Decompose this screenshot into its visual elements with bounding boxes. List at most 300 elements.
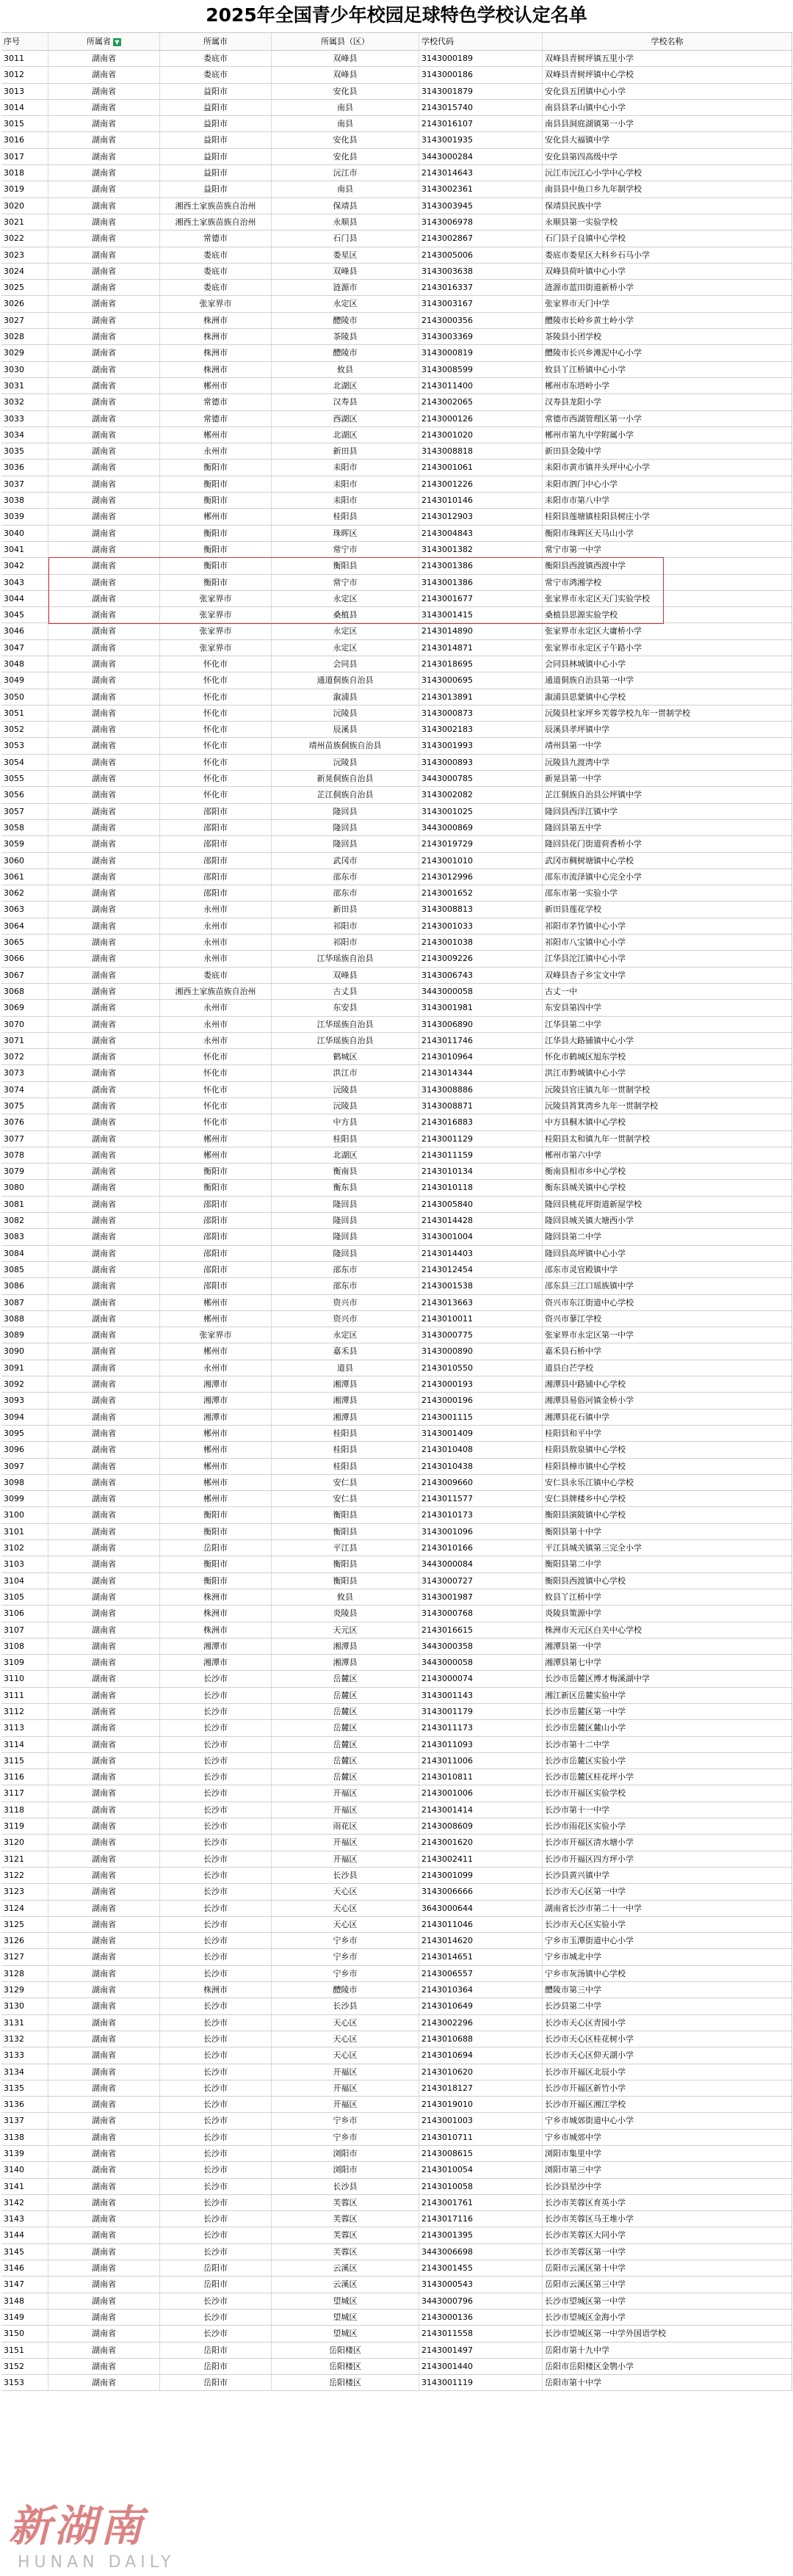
cell-province[interactable]: 湖南省 — [48, 2146, 160, 2161]
cell-school-code[interactable]: 2143011046 — [419, 1917, 543, 1932]
cell-province[interactable]: 湖南省 — [48, 1949, 160, 1964]
cell-school-code[interactable]: 2143011159 — [419, 1147, 543, 1163]
cell-school-name[interactable]: 隆回县第二中学 — [543, 1229, 792, 1244]
cell-district[interactable]: 沅江市 — [272, 165, 419, 181]
cell-index[interactable]: 3054 — [1, 755, 48, 770]
cell-district[interactable]: 宁乡市 — [272, 2113, 419, 2128]
cell-index[interactable]: 3021 — [1, 214, 48, 230]
cell-district[interactable]: 天心区 — [272, 2031, 419, 2047]
cell-district[interactable]: 永定区 — [272, 640, 419, 656]
cell-district[interactable]: 衡阳县 — [272, 558, 419, 573]
cell-district[interactable]: 隆回县 — [272, 820, 419, 835]
cell-district[interactable]: 保靖县 — [272, 198, 419, 214]
cell-index[interactable]: 3139 — [1, 2146, 48, 2161]
cell-index[interactable]: 3097 — [1, 1459, 48, 1474]
cell-district[interactable]: 洪江市 — [272, 1065, 419, 1081]
cell-school-code[interactable]: 2143018127 — [419, 2080, 543, 2096]
cell-index[interactable]: 3034 — [1, 427, 48, 443]
cell-city[interactable]: 衡阳市 — [160, 575, 272, 590]
cell-district[interactable]: 桂阳县 — [272, 1426, 419, 1441]
cell-province[interactable]: 湖南省 — [48, 656, 160, 672]
cell-city[interactable]: 衡阳市 — [160, 460, 272, 475]
table-row[interactable] — [1, 2375, 792, 2391]
cell-district[interactable]: 祁阳市 — [272, 935, 419, 950]
cell-city[interactable]: 长沙市 — [160, 1901, 272, 1916]
cell-city[interactable]: 衡阳市 — [160, 1180, 272, 1195]
table-row[interactable] — [1, 2310, 792, 2326]
cell-school-code[interactable]: 2143017116 — [419, 2211, 543, 2227]
cell-city[interactable]: 郴州市 — [160, 1442, 272, 1457]
cell-city[interactable]: 邵阳市 — [160, 836, 272, 852]
cell-city[interactable]: 衡阳市 — [160, 542, 272, 557]
cell-school-name[interactable]: 郴州市第九中学附属小学 — [543, 427, 792, 443]
cell-city[interactable]: 张家界市 — [160, 591, 272, 606]
cell-city[interactable]: 长沙市 — [160, 2244, 272, 2260]
cell-school-name[interactable]: 桂阳县敖泉镇中心学校 — [543, 1442, 792, 1457]
cell-district[interactable]: 石门县 — [272, 231, 419, 246]
cell-city[interactable]: 湘西土家族苗族自治州 — [160, 214, 272, 230]
cell-index[interactable]: 3027 — [1, 313, 48, 328]
cell-school-name[interactable]: 平江县城关镇第三完全小学 — [543, 1540, 792, 1556]
cell-school-code[interactable]: 2143013663 — [419, 1295, 543, 1310]
cell-province[interactable]: 湖南省 — [48, 1884, 160, 1899]
cell-index[interactable]: 3103 — [1, 1556, 48, 1572]
cell-school-name[interactable]: 湘潭县花石镇中学 — [543, 1409, 792, 1425]
cell-province[interactable]: 湖南省 — [48, 2097, 160, 2112]
cell-city[interactable]: 长沙市 — [160, 2113, 272, 2128]
cell-city[interactable]: 岳阳市 — [160, 2260, 272, 2276]
cell-district[interactable]: 耒阳市 — [272, 476, 419, 492]
cell-school-code[interactable]: 3143001096 — [419, 1524, 543, 1539]
cell-school-name[interactable]: 长沙市天心区桂花树小学 — [543, 2031, 792, 2047]
table-row[interactable] — [1, 2097, 792, 2113]
table-row[interactable] — [1, 1049, 792, 1065]
table-row[interactable] — [1, 1082, 792, 1098]
cell-city[interactable]: 怀化市 — [160, 1082, 272, 1097]
cell-city[interactable]: 长沙市 — [160, 2031, 272, 2047]
cell-index[interactable]: 3092 — [1, 1376, 48, 1392]
cell-school-name[interactable]: 长沙市开福区新竹小学 — [543, 2080, 792, 2096]
cell-district[interactable]: 芷江侗族自治县 — [272, 787, 419, 802]
cell-school-name[interactable]: 长沙市望城区第一中学外国语学校 — [543, 2326, 792, 2341]
cell-district[interactable]: 岳阳楼区 — [272, 2343, 419, 2358]
cell-school-code[interactable]: 3143002082 — [419, 787, 543, 802]
table-row[interactable] — [1, 280, 792, 296]
cell-district[interactable]: 开福区 — [272, 1785, 419, 1801]
cell-city[interactable]: 湘潭市 — [160, 1393, 272, 1408]
cell-school-code[interactable]: 2143019729 — [419, 836, 543, 852]
cell-school-code[interactable]: 2143011006 — [419, 1753, 543, 1768]
cell-province[interactable]: 湖南省 — [48, 1901, 160, 1916]
cell-school-name[interactable]: 郴州市东塔岭小学 — [543, 378, 792, 393]
cell-city[interactable]: 怀化市 — [160, 722, 272, 737]
cell-index[interactable]: 3037 — [1, 476, 48, 492]
cell-school-code[interactable]: 3443000058 — [419, 984, 543, 999]
table-row[interactable] — [1, 623, 792, 639]
cell-district[interactable]: 沅陵县 — [272, 755, 419, 770]
cell-index[interactable]: 3070 — [1, 1017, 48, 1032]
cell-school-code[interactable]: 2143002411 — [419, 1851, 543, 1867]
cell-index[interactable]: 3048 — [1, 656, 48, 672]
cell-district[interactable]: 邵东市 — [272, 1262, 419, 1277]
cell-city[interactable]: 益阳市 — [160, 181, 272, 197]
table-row[interactable] — [1, 2195, 792, 2211]
cell-city[interactable]: 益阳市 — [160, 149, 272, 164]
cell-district[interactable]: 宁乡市 — [272, 1949, 419, 1964]
table-row[interactable] — [1, 1033, 792, 1049]
cell-index[interactable]: 3099 — [1, 1491, 48, 1506]
table-row[interactable] — [1, 1213, 792, 1229]
cell-province[interactable]: 湖南省 — [48, 1147, 160, 1163]
cell-province[interactable]: 湖南省 — [48, 2064, 160, 2080]
table-row[interactable] — [1, 231, 792, 247]
cell-province[interactable]: 湖南省 — [48, 869, 160, 885]
cell-province[interactable]: 湖南省 — [48, 51, 160, 66]
cell-index[interactable]: 3071 — [1, 1033, 48, 1048]
cell-district[interactable]: 桂阳县 — [272, 1131, 419, 1147]
cell-index[interactable]: 3094 — [1, 1409, 48, 1425]
cell-city[interactable]: 长沙市 — [160, 1917, 272, 1932]
table-row[interactable] — [1, 689, 792, 705]
cell-index[interactable]: 3089 — [1, 1327, 48, 1343]
cell-district[interactable]: 北湖区 — [272, 427, 419, 443]
cell-province[interactable]: 湖南省 — [48, 1098, 160, 1114]
cell-province[interactable]: 湖南省 — [48, 1917, 160, 1932]
cell-index[interactable]: 3138 — [1, 2130, 48, 2145]
cell-city[interactable]: 郴州市 — [160, 1426, 272, 1441]
cell-district[interactable]: 娄星区 — [272, 247, 419, 263]
cell-school-name[interactable]: 长沙县星沙中学 — [543, 2179, 792, 2194]
cell-school-name[interactable]: 长沙市芙蓉区马王堆小学 — [543, 2211, 792, 2227]
cell-province[interactable]: 湖南省 — [48, 1409, 160, 1425]
cell-school-name[interactable]: 湘江新区岳麓实验中学 — [543, 1688, 792, 1703]
cell-district[interactable]: 云溪区 — [272, 2260, 419, 2276]
cell-school-code[interactable]: 3143008599 — [419, 362, 543, 377]
cell-school-code[interactable]: 2143004843 — [419, 526, 543, 541]
cell-school-name[interactable]: 岳阳市云溪区第三中学 — [543, 2276, 792, 2292]
cell-school-code[interactable]: 2143005840 — [419, 1197, 543, 1212]
cell-index[interactable]: 3057 — [1, 804, 48, 819]
cell-province[interactable]: 湖南省 — [48, 493, 160, 508]
cell-index[interactable]: 3102 — [1, 1540, 48, 1556]
table-row[interactable] — [1, 836, 792, 852]
cell-school-name[interactable]: 长沙县第二中学 — [543, 1998, 792, 2014]
cell-school-name[interactable]: 衡阳县西渡镇中心学校 — [543, 1573, 792, 1589]
cell-province[interactable]: 湖南省 — [48, 280, 160, 295]
cell-city[interactable]: 长沙市 — [160, 2015, 272, 2031]
cell-school-name[interactable]: 道县白芒学校 — [543, 1360, 792, 1376]
table-row[interactable] — [1, 1197, 792, 1213]
table-row[interactable] — [1, 1409, 792, 1426]
cell-index[interactable]: 3122 — [1, 1868, 48, 1883]
table-row[interactable] — [1, 296, 792, 312]
cell-district[interactable]: 中方县 — [272, 1114, 419, 1130]
table-row[interactable] — [1, 1802, 792, 1818]
table-row[interactable] — [1, 1327, 792, 1343]
cell-province[interactable]: 湖南省 — [48, 296, 160, 311]
cell-school-name[interactable]: 衡阳县西渡镇西渡中学 — [543, 558, 792, 573]
cell-school-name[interactable]: 长沙市岳麓区麓山小学 — [543, 1720, 792, 1735]
table-row[interactable] — [1, 738, 792, 754]
table-row[interactable] — [1, 2179, 792, 2195]
cell-district[interactable]: 安化县 — [272, 84, 419, 99]
cell-school-code[interactable]: 2143014620 — [419, 1933, 543, 1948]
table-row[interactable] — [1, 2211, 792, 2227]
cell-district[interactable]: 岳麓区 — [272, 1720, 419, 1735]
cell-province[interactable]: 湖南省 — [48, 84, 160, 99]
table-row[interactable] — [1, 1475, 792, 1491]
cell-school-name[interactable]: 隆回县西洋江镇中学 — [543, 804, 792, 819]
cell-school-name[interactable]: 长沙市开福区北辰小学 — [543, 2064, 792, 2080]
cell-index[interactable]: 3038 — [1, 493, 48, 508]
table-row[interactable] — [1, 329, 792, 345]
cell-school-code[interactable]: 2143011093 — [419, 1737, 543, 1752]
cell-province[interactable]: 湖南省 — [48, 476, 160, 492]
table-row[interactable] — [1, 558, 792, 574]
cell-province[interactable]: 湖南省 — [48, 2179, 160, 2194]
cell-school-name[interactable]: 安化县第四高级中学 — [543, 149, 792, 164]
cell-province[interactable]: 湖南省 — [48, 984, 160, 999]
cell-district[interactable]: 茶陵县 — [272, 329, 419, 344]
cell-school-code[interactable]: 2143015740 — [419, 100, 543, 115]
cell-index[interactable]: 3150 — [1, 2326, 48, 2341]
cell-province[interactable]: 湖南省 — [48, 1491, 160, 1506]
cell-index[interactable]: 3074 — [1, 1082, 48, 1097]
cell-district[interactable]: 衡阳县 — [272, 1556, 419, 1572]
cell-school-code[interactable]: 2143001010 — [419, 853, 543, 868]
cell-city[interactable]: 株洲市 — [160, 362, 272, 377]
table-row[interactable] — [1, 672, 792, 689]
cell-index[interactable]: 3135 — [1, 2080, 48, 2096]
table-row[interactable] — [1, 1114, 792, 1131]
cell-city[interactable]: 长沙市 — [160, 2080, 272, 2096]
cell-school-code[interactable]: 3143003369 — [419, 329, 543, 344]
cell-city[interactable]: 娄底市 — [160, 67, 272, 82]
cell-index[interactable]: 3041 — [1, 542, 48, 557]
cell-district[interactable]: 珠晖区 — [272, 526, 419, 541]
cell-school-code[interactable]: 3143001382 — [419, 542, 543, 557]
cell-province[interactable]: 湖南省 — [48, 935, 160, 950]
cell-school-code[interactable]: 3443000084 — [419, 1556, 543, 1572]
cell-school-name[interactable]: 邵东县三江口瑶族镇中学 — [543, 1278, 792, 1294]
cell-index[interactable]: 3101 — [1, 1524, 48, 1539]
cell-school-code[interactable]: 3143001879 — [419, 84, 543, 99]
cell-index[interactable]: 3022 — [1, 231, 48, 246]
cell-school-name[interactable]: 湖南省长沙市第二十一中学 — [543, 1901, 792, 1916]
cell-school-code[interactable]: 2143012903 — [419, 509, 543, 524]
table-row[interactable] — [1, 1606, 792, 1622]
cell-school-code[interactable]: 2143010811 — [419, 1769, 543, 1785]
cell-district[interactable]: 岳麓区 — [272, 1688, 419, 1703]
cell-school-name[interactable]: 靖州县第一中学 — [543, 738, 792, 753]
cell-school-name[interactable]: 岳阳市岳阳楼区金鹗小学 — [543, 2359, 792, 2374]
cell-province[interactable]: 湖南省 — [48, 1065, 160, 1081]
cell-city[interactable]: 郴州市 — [160, 1131, 272, 1147]
cell-school-code[interactable]: 3443000869 — [419, 820, 543, 835]
cell-school-name[interactable]: 双峰县青树坪镇五里小学 — [543, 51, 792, 66]
table-row[interactable] — [1, 2293, 792, 2310]
cell-index[interactable]: 3134 — [1, 2064, 48, 2080]
table-row[interactable] — [1, 1884, 792, 1900]
cell-school-code[interactable]: 2143006557 — [419, 1966, 543, 1981]
cell-district[interactable]: 资兴市 — [272, 1295, 419, 1310]
cell-school-name[interactable]: 南县县洞庭湖镇第一小学 — [543, 116, 792, 131]
table-row[interactable] — [1, 1933, 792, 1949]
cell-school-name[interactable]: 南县县中鱼口乡九年制学校 — [543, 181, 792, 197]
cell-province[interactable]: 湖南省 — [48, 1524, 160, 1539]
table-row[interactable] — [1, 2113, 792, 2129]
cell-school-name[interactable]: 安仁县永乐江镇中心学校 — [543, 1475, 792, 1490]
cell-school-name[interactable]: 安化县大福镇中学 — [543, 132, 792, 148]
cell-school-code[interactable]: 3143002183 — [419, 722, 543, 737]
cell-district[interactable]: 衡阳县 — [272, 1507, 419, 1523]
table-row[interactable] — [1, 443, 792, 460]
cell-province[interactable]: 湖南省 — [48, 542, 160, 557]
cell-province[interactable]: 湖南省 — [48, 198, 160, 214]
cell-province[interactable]: 湖南省 — [48, 1213, 160, 1228]
cell-city[interactable]: 永州市 — [160, 901, 272, 917]
cell-province[interactable]: 湖南省 — [48, 1459, 160, 1474]
table-row[interactable] — [1, 1180, 792, 1196]
cell-district[interactable]: 安仁县 — [272, 1491, 419, 1506]
cell-province[interactable]: 湖南省 — [48, 345, 160, 360]
cell-school-code[interactable]: 2143002065 — [419, 394, 543, 410]
table-row[interactable] — [1, 116, 792, 132]
table-row[interactable] — [1, 1949, 792, 1965]
cell-school-name[interactable]: 衡阳县第二中学 — [543, 1556, 792, 1572]
cell-index[interactable]: 3126 — [1, 1933, 48, 1948]
cell-district[interactable]: 安仁县 — [272, 1475, 419, 1490]
cell-district[interactable]: 雨花区 — [272, 1818, 419, 1834]
cell-index[interactable]: 3105 — [1, 1589, 48, 1605]
table-row[interactable] — [1, 1164, 792, 1180]
cell-school-code[interactable]: 2143010694 — [419, 2047, 543, 2063]
cell-province[interactable]: 湖南省 — [48, 1229, 160, 1244]
cell-district[interactable]: 云溪区 — [272, 2276, 419, 2292]
cell-index[interactable]: 3085 — [1, 1262, 48, 1277]
cell-school-code[interactable]: 3143001935 — [419, 132, 543, 148]
table-row[interactable] — [1, 951, 792, 967]
cell-school-code[interactable]: 2143011173 — [419, 1720, 543, 1735]
cell-city[interactable]: 长沙市 — [160, 2326, 272, 2341]
table-row[interactable] — [1, 1769, 792, 1785]
cell-school-name[interactable]: 娄底市娄星区大科乡石马小学 — [543, 247, 792, 263]
cell-district[interactable]: 开福区 — [272, 2080, 419, 2096]
cell-province[interactable]: 湖南省 — [48, 100, 160, 115]
cell-index[interactable]: 3118 — [1, 1802, 48, 1818]
cell-index[interactable]: 3051 — [1, 705, 48, 721]
cell-city[interactable]: 岳阳市 — [160, 2375, 272, 2390]
cell-city[interactable]: 张家界市 — [160, 1327, 272, 1343]
cell-school-code[interactable]: 3143000727 — [419, 1573, 543, 1589]
cell-school-name[interactable]: 邵东市流泽镇中心完全小学 — [543, 869, 792, 885]
cell-school-name[interactable]: 南县县茅山镇中心小学 — [543, 100, 792, 115]
cell-district[interactable]: 北湖区 — [272, 1147, 419, 1163]
cell-province[interactable]: 湖南省 — [48, 67, 160, 82]
cell-province[interactable]: 湖南省 — [48, 1688, 160, 1703]
cell-city[interactable]: 郴州市 — [160, 427, 272, 443]
cell-school-code[interactable]: 2143001033 — [419, 918, 543, 934]
cell-school-code[interactable]: 2143016107 — [419, 116, 543, 131]
cell-city[interactable]: 张家界市 — [160, 640, 272, 656]
cell-school-code[interactable]: 2143014344 — [419, 1065, 543, 1081]
cell-school-code[interactable]: 2143010146 — [419, 493, 543, 508]
cell-province[interactable]: 湖南省 — [48, 149, 160, 164]
table-row[interactable] — [1, 1229, 792, 1245]
cell-school-name[interactable]: 长沙市开福区清水塘小学 — [543, 1835, 792, 1850]
table-row[interactable] — [1, 1655, 792, 1671]
cell-school-code[interactable]: 3143001143 — [419, 1688, 543, 1703]
cell-school-name[interactable]: 双峰县杏子乡宝文中学 — [543, 968, 792, 983]
cell-index[interactable]: 3140 — [1, 2162, 48, 2177]
cell-city[interactable]: 株洲市 — [160, 313, 272, 328]
cell-district[interactable]: 北湖区 — [272, 378, 419, 393]
cell-school-name[interactable]: 长沙市天心区仰天湖小学 — [543, 2047, 792, 2063]
cell-index[interactable]: 3046 — [1, 623, 48, 639]
cell-province[interactable]: 湖南省 — [48, 181, 160, 197]
table-row[interactable] — [1, 2276, 792, 2293]
cell-province[interactable]: 湖南省 — [48, 1376, 160, 1392]
cell-city[interactable]: 长沙市 — [160, 1671, 272, 1686]
cell-city[interactable]: 湘潭市 — [160, 1376, 272, 1392]
cell-index[interactable]: 3131 — [1, 2015, 48, 2031]
cell-province[interactable]: 湖南省 — [48, 2343, 160, 2358]
cell-school-code[interactable]: 2143016615 — [419, 1622, 543, 1638]
cell-school-name[interactable]: 长沙市望城区第一中学 — [543, 2293, 792, 2309]
cell-school-code[interactable]: 2143001414 — [419, 1802, 543, 1818]
cell-school-name[interactable]: 醴陵市长岭乡黄土岭小学 — [543, 313, 792, 328]
cell-city[interactable]: 株洲市 — [160, 1606, 272, 1621]
cell-district[interactable]: 南县 — [272, 100, 419, 115]
table-row[interactable] — [1, 526, 792, 542]
cell-index[interactable]: 3035 — [1, 443, 48, 459]
cell-province[interactable]: 湖南省 — [48, 1507, 160, 1523]
cell-city[interactable]: 株洲市 — [160, 345, 272, 360]
cell-index[interactable]: 3050 — [1, 689, 48, 705]
cell-city[interactable]: 常德市 — [160, 394, 272, 410]
cell-province[interactable]: 湖南省 — [48, 2211, 160, 2227]
cell-city[interactable]: 长沙市 — [160, 1949, 272, 1964]
cell-index[interactable]: 3052 — [1, 722, 48, 737]
cell-province[interactable]: 湖南省 — [48, 132, 160, 148]
cell-school-code[interactable]: 3143000768 — [419, 1606, 543, 1621]
cell-school-code[interactable]: 3443000284 — [419, 149, 543, 164]
cell-index[interactable]: 3151 — [1, 2343, 48, 2358]
cell-city[interactable]: 娄底市 — [160, 280, 272, 295]
cell-school-name[interactable]: 隆回县花门街道荷香桥小学 — [543, 836, 792, 852]
table-row[interactable] — [1, 247, 792, 264]
cell-district[interactable]: 安化县 — [272, 149, 419, 164]
cell-school-name[interactable]: 安仁县牌楼乡中心学校 — [543, 1491, 792, 1506]
cell-province[interactable]: 湖南省 — [48, 1785, 160, 1801]
cell-city[interactable]: 娄底市 — [160, 247, 272, 263]
cell-index[interactable]: 3124 — [1, 1901, 48, 1916]
cell-district[interactable]: 岳麓区 — [272, 1753, 419, 1768]
cell-province[interactable]: 湖南省 — [48, 640, 160, 656]
cell-district[interactable]: 望城区 — [272, 2293, 419, 2309]
cell-province[interactable]: 湖南省 — [48, 1573, 160, 1589]
table-row[interactable] — [1, 1278, 792, 1294]
cell-district[interactable]: 永定区 — [272, 1327, 419, 1343]
cell-province[interactable]: 湖南省 — [48, 362, 160, 377]
cell-district[interactable]: 双峰县 — [272, 51, 419, 66]
cell-district[interactable]: 江华瑶族自治县 — [272, 1017, 419, 1032]
cell-index[interactable]: 3063 — [1, 901, 48, 917]
cell-district[interactable]: 岳阳楼区 — [272, 2375, 419, 2390]
cell-school-name[interactable]: 汉寿县龙阳小学 — [543, 394, 792, 410]
cell-school-name[interactable]: 隆回县第五中学 — [543, 820, 792, 835]
cell-index[interactable]: 3026 — [1, 296, 48, 311]
